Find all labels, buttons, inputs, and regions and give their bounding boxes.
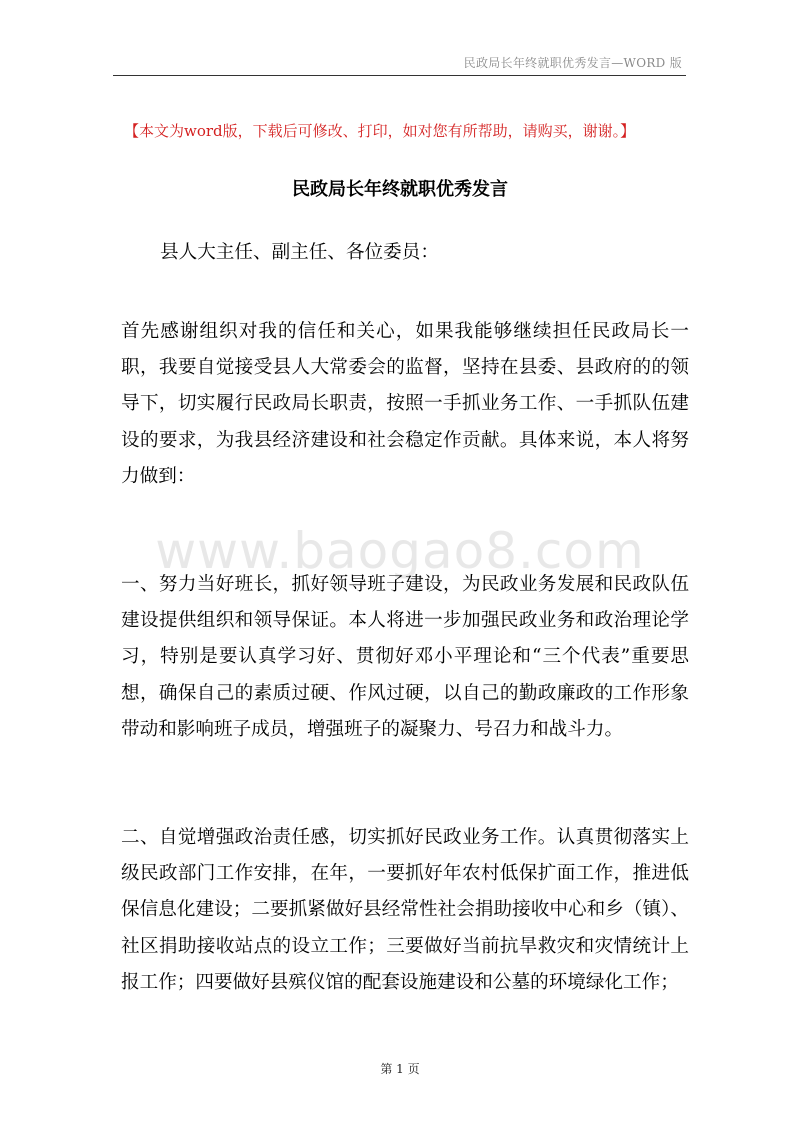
running-header: 民政局长年终就职优秀发言—WORD 版 (463, 56, 682, 70)
purchase-notice: 【本文为word版，下载后可修改、打印，如对您有所帮助，请购买，谢谢。】 (124, 122, 636, 140)
paragraph-point-two: 二、自觉增强政治责任感，切实抓好民政业务工作。认真贯彻落实上级民政部门工作安排，在年，一要抓好年农村低保扩面工作，推进低保信息化建设；二要抓紧做好县经常性社会捐助接收中心和乡（镇）、社区捐助接收站点的设立工作；三要做好当前抗旱救灾和灾情统计上报工作；四要做好县殡仪馆的配套设施建设和公墓的环境绿化工作； (121, 827, 689, 993)
paragraph-point-one: 一、努力当好班长，抓好领导班子建设，为民政业务发展和民政队伍建设提供组织和领导保证。本人将进一步加强民政业务和政治理论学习，特别是要认真学习好、贯彻好邓小平理论和“三个代表”重要思想，确保自己的素质过硬、作风过硬，以自己的勤政廉政的工作形象带动和影响班子成员，增强班子的凝聚力、号召力和战斗力。 (121, 574, 689, 740)
greeting-line: 县人大主任、副主任、各位委员： (160, 242, 439, 263)
watermark: www.baogao8.com (155, 522, 645, 580)
paragraph-intro: 首先感谢组织对我的信任和关心，如果我能够继续担任民政局长一职，我要自觉接受县人大常委会的监督，坚持在县委、县政府的的领导下，切实履行民政局长职责，按照一手抓业务工作、一手抓队伍建设的要求，为我县经济建设和社会稳定作贡献。具体来说，本人将努力做到： (121, 321, 689, 487)
page-number: 第 1 页 (380, 1062, 420, 1076)
header-divider (113, 75, 686, 76)
document-title: 民政局长年终就职优秀发言 (292, 179, 508, 200)
